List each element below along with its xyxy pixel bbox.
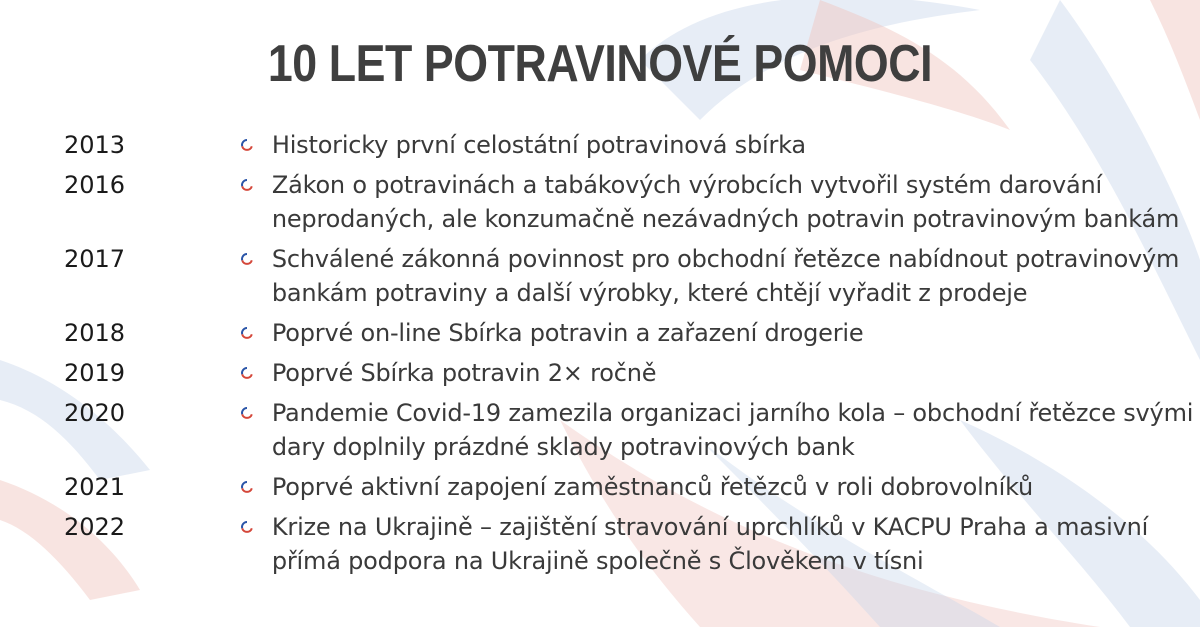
circle-bullet-icon <box>240 168 272 202</box>
timeline-text-line: Historicky první celostátní potravinová sbírka <box>271 131 806 159</box>
timeline-row <box>0 242 1200 310</box>
timeline-row <box>0 128 1200 162</box>
timeline-year: 2016 <box>64 171 126 199</box>
timeline-text-line: Poprvé Sbírka potravin 2× ročně <box>271 359 657 387</box>
circle-bullet-icon <box>240 316 272 350</box>
timeline-row <box>0 510 1200 578</box>
timeline-text <box>272 356 1200 390</box>
timeline-row <box>0 316 1200 350</box>
timeline-year: 2020 <box>64 399 126 427</box>
timeline-row <box>0 168 1200 236</box>
timeline-year: 2017 <box>64 245 126 273</box>
timeline-text-line: Schválené zákonná povinnost pro obchodní řetězce nabídnout potravinovým <box>271 245 1180 273</box>
timeline-row <box>0 356 1200 390</box>
timeline-text <box>272 316 1200 350</box>
timeline-text <box>272 396 1200 464</box>
timeline-text-line: přímá podpora na Ukrajině společně s Člověkem v tísni <box>271 547 924 575</box>
timeline-text-line: Poprvé on-line Sbírka potravin a zařazení drogerie <box>271 319 864 347</box>
timeline-text-line: Pandemie Covid-19 zamezila organizaci jarního kola – obchodní řetězce svými <box>271 399 1194 427</box>
timeline-text <box>272 470 1200 504</box>
timeline-year: 2018 <box>64 319 126 347</box>
page-title: 10 LET POTRAVINOVÉ POMOCI <box>267 35 933 93</box>
ribbon-red-right <box>1150 0 1200 120</box>
timeline-text <box>272 510 1200 578</box>
timeline-year: 2021 <box>64 473 126 501</box>
timeline-text-line: neprodaných, ale konzumačně nezávadných potravin potravinovým bankám <box>271 205 1180 233</box>
circle-bullet-icon <box>240 356 272 390</box>
timeline-text-line: bankám potraviny a další výrobky, které chtějí vyřadit z prodeje <box>271 279 1028 307</box>
circle-bullet-icon <box>240 510 272 544</box>
timeline-list <box>0 128 1200 578</box>
circle-bullet-icon <box>240 396 272 430</box>
timeline-text <box>272 128 1200 162</box>
timeline-text-line: Poprvé aktivní zapojení zaměstnanců řetězců v roli dobrovolníků <box>271 473 1034 501</box>
circle-bullet-icon <box>240 128 272 162</box>
timeline-year: 2022 <box>64 513 126 541</box>
timeline-text <box>272 242 1200 310</box>
circle-bullet-icon <box>240 242 272 276</box>
timeline-year: 2013 <box>64 131 126 159</box>
timeline-row <box>0 396 1200 464</box>
timeline-text-line: dary doplnily prázdné sklady potravinových bank <box>271 433 855 461</box>
timeline-year: 2019 <box>64 359 126 387</box>
timeline-text-line: Zákon o potravinách a tabákových výrobcích vytvořil systém darování <box>271 171 1103 199</box>
circle-bullet-icon <box>240 470 272 504</box>
timeline-text-line: Krize na Ukrajině – zajištění stravování uprchlíků v KACPU Praha a masivní <box>271 513 1149 541</box>
timeline-row <box>0 470 1200 504</box>
timeline-text <box>272 168 1200 236</box>
